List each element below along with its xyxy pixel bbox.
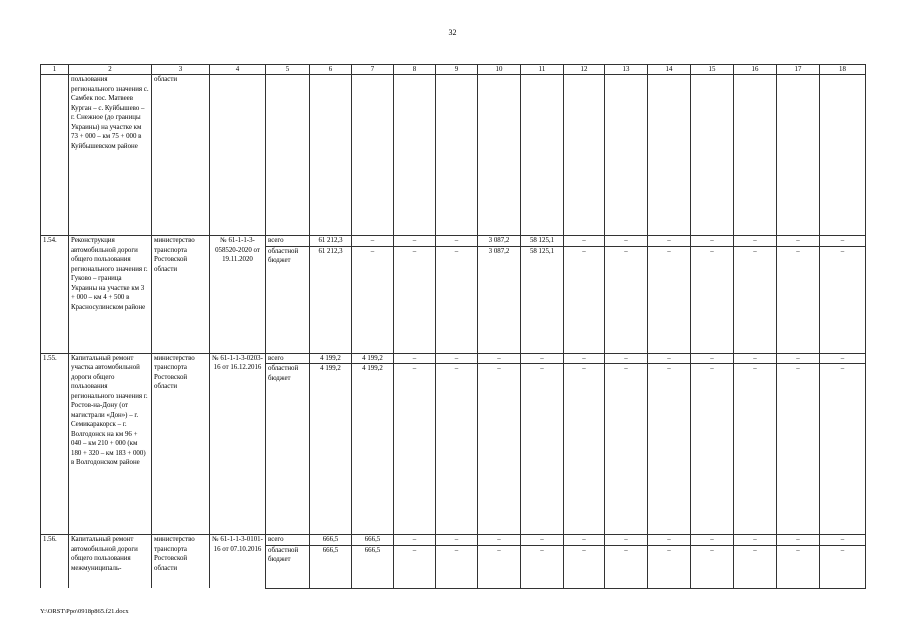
funding-source-cell: всего — [266, 353, 310, 364]
value-cell: – — [777, 236, 820, 247]
value-cell: – — [564, 545, 605, 588]
row-number-cell: 1.56. — [41, 535, 69, 589]
value-cell: – — [734, 236, 777, 247]
value-cell: – — [734, 545, 777, 588]
value-cell: – — [521, 364, 564, 535]
value-cell: – — [648, 246, 691, 353]
value-cell: – — [734, 535, 777, 546]
value-cell: 61 212,3 — [310, 236, 352, 247]
value-cell: – — [352, 236, 394, 247]
value-cell: 61 212,3 — [310, 246, 352, 353]
file-path-footer: Y:\ORST\Ppo\0918p865.f21.docx — [40, 608, 129, 615]
value-cell: – — [691, 545, 734, 588]
column-number: 11 — [521, 65, 564, 75]
value-cell: – — [820, 545, 866, 588]
value-cell: – — [820, 535, 866, 546]
value-cell: 666,5 — [352, 545, 394, 588]
value-cell: – — [478, 535, 521, 546]
document-cell: № 61-1-1-3-0203-16 от 16.12.2016 — [210, 353, 266, 535]
value-cell: – — [691, 236, 734, 247]
funding-source-cell: всего — [266, 236, 310, 247]
column-number: 10 — [478, 65, 521, 75]
value-cell: – — [777, 545, 820, 588]
column-number: 2 — [69, 65, 152, 75]
value-cell: – — [734, 353, 777, 364]
value-cell: 4 199,2 — [310, 353, 352, 364]
value-cell: – — [777, 364, 820, 535]
value-cell: – — [394, 545, 436, 588]
value-cell: – — [352, 246, 394, 353]
column-number: 8 — [394, 65, 436, 75]
value-cell: 58 125,1 — [521, 246, 564, 353]
object-name-cell: Реконструкция автомобильной дороги общего пользования регионального значения г. Гуково – граница Украины на участке км 3 + 000 – км 4 + 500 в Красносулинском районе — [69, 236, 152, 354]
value-cell: – — [648, 353, 691, 364]
executor-cell: министерство транспорта Ростовской области — [152, 236, 210, 354]
value-cell: 666,5 — [310, 535, 352, 546]
value-cell: – — [777, 353, 820, 364]
value-cell: 4 199,2 — [352, 364, 394, 535]
value-cell: – — [691, 246, 734, 353]
row-number-cell: 1.55. — [41, 353, 69, 535]
column-number: 9 — [436, 65, 478, 75]
value-cell: – — [436, 364, 478, 535]
row-number-cell: 1.54. — [41, 236, 69, 354]
value-cell: – — [436, 545, 478, 588]
funding-source-cell: всего — [266, 535, 310, 546]
column-number: 17 — [777, 65, 820, 75]
value-cell: – — [436, 535, 478, 546]
column-number: 12 — [564, 65, 605, 75]
value-cell: – — [521, 353, 564, 364]
program-table — [40, 64, 866, 589]
funding-source-cell: областной бюджет — [266, 246, 310, 353]
value-cell: – — [394, 364, 436, 535]
value-cell: – — [436, 236, 478, 247]
value-cell: – — [648, 236, 691, 247]
column-number: 3 — [152, 65, 210, 75]
column-number-row — [41, 65, 866, 75]
table-row — [41, 236, 866, 247]
column-number: 6 — [310, 65, 352, 75]
column-number: 7 — [352, 65, 394, 75]
value-cell: – — [564, 246, 605, 353]
value-cell: – — [605, 545, 648, 588]
value-cell: 666,5 — [352, 535, 394, 546]
column-number: 4 — [210, 65, 266, 75]
value-cell: – — [648, 364, 691, 535]
value-cell: – — [394, 353, 436, 364]
value-cell: – — [820, 353, 866, 364]
value-cell: – — [648, 545, 691, 588]
value-cell: 58 125,1 — [521, 236, 564, 247]
value-cell: – — [605, 353, 648, 364]
value-cell: – — [605, 246, 648, 353]
executor-cell: министерство транспорта Ростовской области — [152, 535, 210, 589]
value-cell: – — [564, 535, 605, 546]
column-number: 15 — [691, 65, 734, 75]
value-cell: – — [478, 364, 521, 535]
document-cell: № 61-1-1-3-058520-2020 от 19.11.2020 — [210, 236, 266, 354]
value-cell: – — [605, 535, 648, 546]
value-cell: – — [691, 364, 734, 535]
continuation-row — [41, 75, 866, 236]
value-cell: – — [436, 246, 478, 353]
page-number: 32 — [448, 28, 457, 37]
value-cell: – — [734, 364, 777, 535]
table-row — [41, 353, 866, 364]
value-cell: – — [394, 246, 436, 353]
column-number: 18 — [820, 65, 866, 75]
executor-cell: области — [152, 75, 210, 236]
value-cell: – — [564, 364, 605, 535]
value-cell: 4 199,2 — [310, 364, 352, 535]
column-number: 13 — [605, 65, 648, 75]
table-row — [41, 535, 866, 546]
funding-source-cell: областной бюджет — [266, 545, 310, 588]
value-cell: – — [691, 535, 734, 546]
object-name-cell: Капитальный ремонт автомобильной дороги общего пользования межмуниципаль- — [69, 535, 152, 589]
value-cell: – — [564, 353, 605, 364]
column-number: 14 — [648, 65, 691, 75]
value-cell: – — [436, 353, 478, 364]
value-cell: – — [820, 364, 866, 535]
value-cell: 666,5 — [310, 545, 352, 588]
value-cell: – — [564, 236, 605, 247]
value-cell: – — [394, 535, 436, 546]
document-cell: № 61-1-1-3-0101-16 от 07.10.2016 — [210, 535, 266, 589]
column-number: 16 — [734, 65, 777, 75]
value-cell: 4 199,2 — [352, 353, 394, 364]
value-cell: 3 087,2 — [478, 246, 521, 353]
value-cell: – — [394, 236, 436, 247]
column-number: 5 — [266, 65, 310, 75]
value-cell: – — [820, 246, 866, 353]
value-cell: – — [521, 545, 564, 588]
value-cell: – — [777, 246, 820, 353]
value-cell: – — [691, 353, 734, 364]
object-name-cell: пользования регионального значения с. Самбек пос. Матвеев Курган – с. Куйбышево – г. Снежное (до границы Украины) на участке км 73 + 000 – км 75 + 000 в Куйбышевском районе — [69, 75, 152, 236]
value-cell: – — [478, 353, 521, 364]
executor-cell: министерство транспорта Ростовской области — [152, 353, 210, 535]
value-cell: – — [605, 236, 648, 247]
value-cell: – — [648, 535, 691, 546]
value-cell: – — [521, 535, 564, 546]
object-name-cell: Капитальный ремонт участка автомобильной дороги общего пользования регионального значения г. Ростов-на-Дону (от магистрали «Дон») – г. Семикаракорск – г. Волгодонск на км 96 + 040 – км 210 + 000 (км 180 + 320 – км 183 + 000) в Волгодонском районе — [69, 353, 152, 535]
value-cell: – — [820, 236, 866, 247]
column-number: 1 — [41, 65, 69, 75]
value-cell: – — [777, 535, 820, 546]
value-cell: – — [734, 246, 777, 353]
value-cell: – — [478, 545, 521, 588]
value-cell: 3 087,2 — [478, 236, 521, 247]
funding-source-cell: областной бюджет — [266, 364, 310, 535]
value-cell: – — [605, 364, 648, 535]
